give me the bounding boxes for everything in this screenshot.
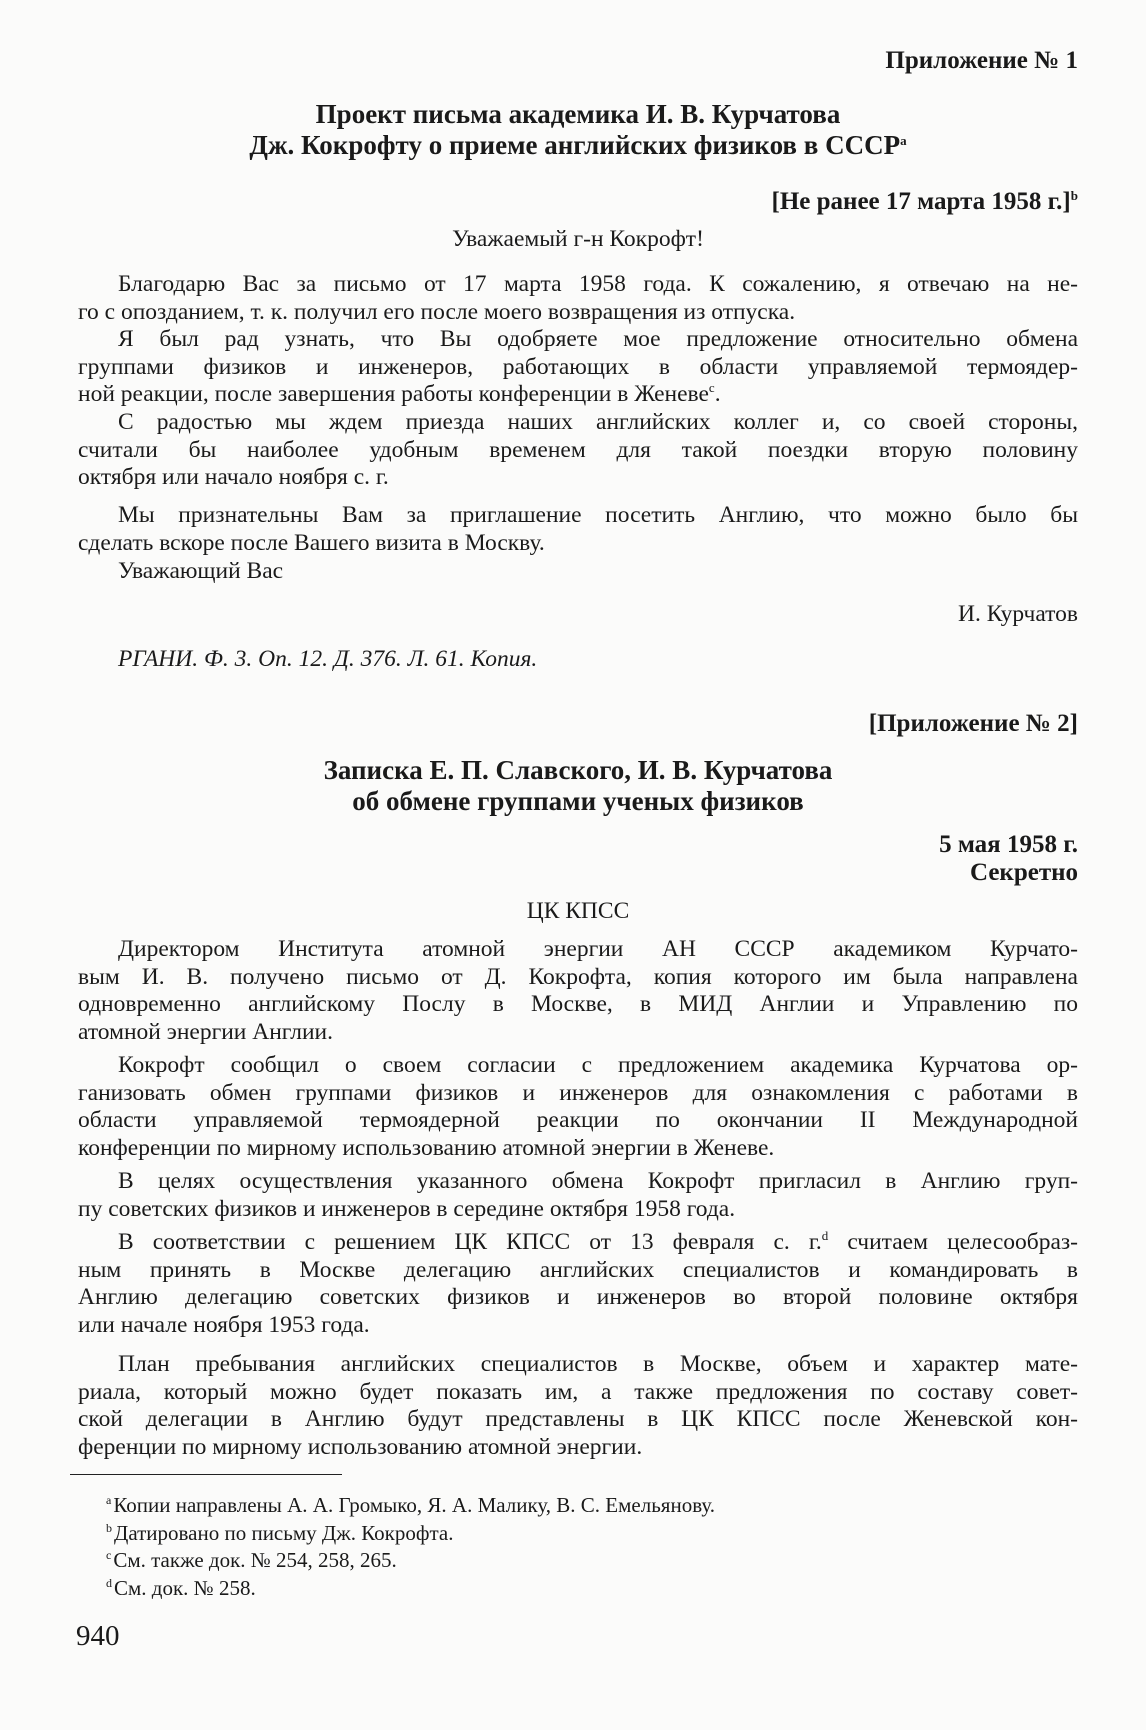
text-line: ной реакции, после завершения работы конференции в Женеве$^c$. [78,380,721,408]
footnote-text: См. док. № 258. [114,1575,256,1600]
footnote-text: Датировано по письму Дж. Кокрофта. [114,1520,454,1545]
doc2-date: 5 мая 1958 г. [939,831,1078,858]
footnote [106,1575,715,1603]
text-line: Англию делегацию советских физиков и инженеров во второй половине октября [78,1284,1078,1311]
footnote-mark: d [106,1575,112,1590]
text-line: вым И. В. получено письмо от Д. Кокрофта, копия которого им была направлена [78,963,1078,990]
doc1-archive-source: РГАНИ. Ф. 3. Оп. 12. Д. 376. Л. 61. Копия. [118,646,538,672]
footnotes [106,1492,715,1602]
text-line: атомной энергии Англии. [78,1018,333,1045]
doc2-addressee: ЦК КПСС [526,898,630,924]
text-line: Благодарю Вас за письмо от 17 марта 1958 года. К сожалению, я отвечаю на не- [118,271,1078,297]
appendix-1-label: Приложение № 1 [885,47,1078,74]
doc1-date [78,188,1078,216]
doc1-title-line-2 [78,130,1078,161]
footnote [106,1492,715,1520]
text-line: октября или начало ноября с. г. [78,464,389,491]
doc2-paragraph [78,1351,1078,1461]
text-line: сделать вскоре после Вашего визита в Москву. [78,529,545,556]
text-line: С радостью мы ждем приезда наших английских коллег и, со своей стороны, [118,409,1078,435]
doc2-paragraph [78,1229,1078,1339]
text-line: одновременно английскому Послу в Москве, в МИД Англии и Управлению по [78,991,1078,1018]
doc1-date-text: [Не ранее 17 марта 1958 г.] [771,188,1071,215]
doc2-title-line-2: об обмене группами ученых физиков [352,786,804,816]
text-line: Я был рад узнать, что Вы одобряете мое предложение относительно обмена [118,326,1078,352]
doc2-classification: Секретно [969,859,1078,886]
doc2-title-line-1: Записка Е. П. Славского, И. В. Курчатова [323,755,833,785]
text-line: риала, который можно будет показать им, а также предложения по составу совет- [78,1378,1078,1405]
text-line: ференции по мирному использованию атомной энергии. [78,1433,643,1460]
text-line: группами физиков и инженеров, работающих в области управляемой термоядер- [78,353,1078,380]
doc1-paragraph [78,271,1078,326]
doc2-paragraph [78,936,1078,1046]
footnote-mark: b [106,1520,112,1535]
footnote-text: Копии направлены А. А. Громыко, Я. А. Малику, В. С. Емельянову. [113,1493,716,1517]
text-line: ганизовать обмен группами физиков и инженеров для ознакомления с работами в [78,1079,1078,1106]
doc1-paragraph [78,326,1078,409]
text-line: В целях осуществления указанного обмена Кокрофт пригласил в Англию груп- [118,1168,1078,1194]
text-line: Директором Института атомной энергии АН СССР академиком Курчато- [118,936,1078,962]
doc1-title [78,99,1078,161]
footnote-text: См. также док. № 254, 258, 265. [113,1548,397,1573]
text-line: В соответствии с решением ЦК КПСС от 13 февраля с. г.$^d$ считаем целесообраз- [118,1228,1078,1255]
doc2-paragraph [78,1168,1078,1223]
text-line: ской делегации в Англию будут представлены в ЦК КПСС после Женевской кон- [78,1406,1078,1433]
text-line: считали бы наиболее удобным временем для такой поездки вторую половину [78,436,1078,463]
footnote-divider [70,1474,342,1475]
doc1-closing: Уважающий Вас [118,558,284,584]
doc1-paragraph [78,502,1078,557]
text-line: или начале ноября 1953 года. [78,1311,370,1338]
page-number: 940 [76,1620,120,1652]
footnote-ref: c [708,380,715,396]
doc2-title [78,755,1078,817]
footnote [106,1547,715,1575]
doc1-paragraph [78,409,1078,492]
doc1-salutation: Уважаемый г-н Кокрофт! [452,226,704,252]
doc1-signature: И. Курчатов [958,601,1078,627]
text-line: Кокрофт сообщил о своем согласии с предложением академика Курчатова ор- [118,1052,1078,1078]
text-line: пу советских физиков и инженеров в середине октября 1958 года. [78,1195,736,1222]
text-line: конференции по мирному использованию атомной энергии в Женеве. [78,1134,775,1161]
text-line: Мы признательны Вам за приглашение посетить Англию, что можно было бы [118,502,1078,528]
footnote-mark: a [106,1493,112,1507]
footnote-mark: c [106,1548,112,1563]
text-line: План пребывания английских специалистов в Москве, объем и характер мате- [118,1351,1078,1377]
footnote [106,1520,715,1548]
text-line: го с опозданием, т. к. получил его после моего возвращения из отпуска. [78,298,796,325]
doc1-title-line-2-text: Дж. Кокрофту о приеме английских физиков в СССР [249,130,901,160]
footnote-ref: d [821,1228,829,1243]
doc1-title-line-1: Проект письма академика И. В. Курчатова [315,99,841,129]
footnote-ref-b: b [1070,188,1078,203]
doc2-paragraph [78,1052,1078,1162]
footnote-ref-a: a [900,133,907,148]
text-line: ным принять в Москве делегацию английских специалистов и командировать в [78,1256,1078,1283]
text-line: области управляемой термоядерной реакции по окончании II Международной [78,1107,1078,1134]
appendix-2-label: [Приложение № 2] [868,710,1078,737]
